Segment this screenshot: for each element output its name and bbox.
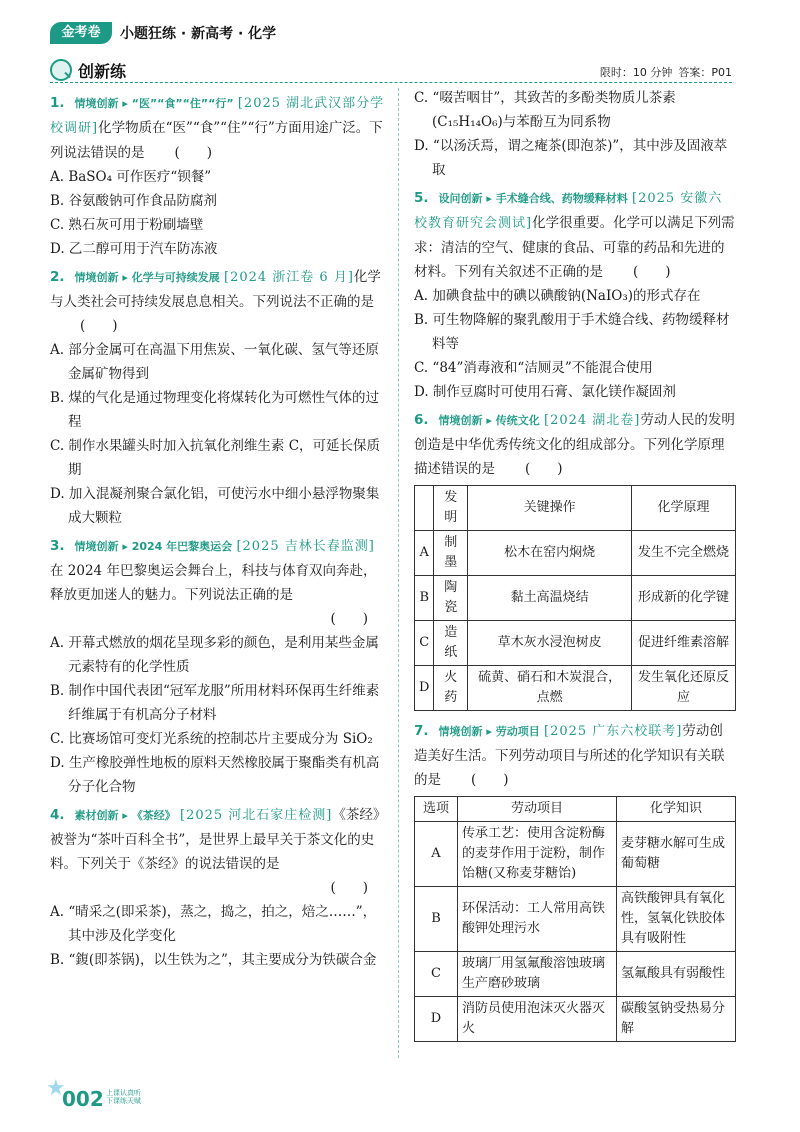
q3-tag: 情境创新 ▸ 2024 年巴黎奥运会 (74, 540, 233, 553)
table-row (415, 997, 736, 1042)
table-cell: 制墨 (434, 531, 468, 576)
q7-tag: 情境创新 ▸ 劳动项目 (438, 725, 540, 738)
q3-option-a: A. 开幕式燃放的烟花呈现多彩的颜色，是利用某些金属元素特有的化学性质 (50, 635, 379, 675)
table-cell: 松木在窑内焖烧 (468, 531, 632, 576)
q4-option-c: C. “啜苦咽甘”，其致苦的多酚类物质儿茶素(C₁₅H₁₄O₆)与苯酚互为同系物 (414, 90, 676, 130)
meta-info (594, 64, 732, 80)
table-cell: 发生氧化还原反应 (631, 666, 735, 711)
page-number: 002 (62, 1087, 104, 1111)
header-cell: 劳动项目 (458, 797, 617, 822)
table-cell: C (415, 952, 458, 997)
q4-option-b: B. “鍑(即茶锅)，以生铁为之”，其主要成分为铁碳合金 (50, 952, 377, 968)
q3-option-b: B. 制作中国代表团“冠军龙服”所用材料环保再生纤维素纤维属于有机高分子材料 (50, 683, 380, 723)
table-cell: 消防员使用泡沫灭火器灭火 (458, 997, 617, 1042)
answer-ref: 答案：P01 (678, 66, 732, 79)
q4-option-a: A. “晴采之(即采茶)，蒸之，捣之，拍之，焙之……”，其中涉及化学变化 (50, 904, 377, 944)
star-icon: ★ (46, 1076, 66, 1101)
table-cell: 造纸 (434, 621, 468, 666)
q1-source: [2025 湖北武汉部分学校调研] (50, 96, 385, 136)
table-cell: 草木灰水浸泡树皮 (468, 621, 632, 666)
q7-number: 7. (414, 723, 429, 739)
q6-number: 6. (414, 412, 429, 428)
table-cell: A (415, 822, 458, 887)
q5-option-b: B. 可生物降解的聚乳酸用于手术缝合线、药物缓释材料等 (414, 312, 730, 352)
q4-option-d: D. “以汤沃焉，谓之痷茶(即泡茶)”，其中涉及固液萃取 (414, 138, 728, 178)
slogan-line-2: 下课练天赋 (106, 1097, 141, 1105)
table-cell: 发生不完全燃烧 (631, 531, 735, 576)
q3-source: [2025 吉林长春监测] (236, 539, 375, 554)
table-cell: 硫黄、硝石和木炭混合，点燃 (468, 666, 632, 711)
q1-option-c: C. 熟石灰可用于粉刷墙壁 (50, 217, 204, 233)
table-row (415, 952, 736, 997)
header-rule (50, 82, 732, 83)
table-row (415, 822, 736, 887)
q4-paren: ( ) (330, 880, 368, 896)
section-title: 创新练 (78, 62, 127, 81)
q4-number: 4. (50, 807, 65, 823)
q2-number: 2. (50, 269, 65, 285)
table-row (415, 621, 736, 666)
q3-option-c: C. 比赛场馆可变灯光系统的控制芯片主要成分为 SiO₂ (50, 731, 373, 747)
header-cell (415, 486, 434, 531)
q7-source: [2025 广东六校联考] (544, 724, 683, 739)
q3-paren: ( ) (330, 611, 368, 627)
q6-paren: ( ) (525, 461, 563, 477)
q2-source: [2024 浙江卷 6 月] (224, 270, 354, 285)
table-cell: 传承工艺：使用含淀粉酶的麦芽作用于淀粉，制作饴糖(又称麦芽糖饴) (458, 822, 617, 887)
q2-tag: 情境创新 ▸ 化学与可持续发展 (74, 271, 220, 284)
header-cell: 关键操作 (468, 486, 632, 531)
table-cell: 促进纤维素溶解 (631, 621, 735, 666)
header-cell: 化学知识 (617, 797, 736, 822)
brand-badge: 金考卷 (50, 22, 112, 44)
q6-table (414, 485, 736, 711)
q5-option-a: A. 加碘食盐中的碘以碘酸钠(NaIO₃)的形式存在 (414, 288, 701, 304)
table-cell: 麦芽糖水解可生成葡萄糖 (617, 822, 736, 887)
header-cell: 化学原理 (631, 486, 735, 531)
table-cell: 碳酸氢钠受热易分解 (617, 997, 736, 1042)
q1-number: 1. (50, 95, 65, 111)
slogan-line-1: 上课认真听 (106, 1089, 141, 1097)
question-1 (50, 91, 386, 261)
table-header-row (415, 486, 736, 531)
table-cell: C (415, 621, 434, 666)
magnifier-icon (50, 59, 72, 81)
q2-stem: 化学与人类社会可持续发展息息相关。下列说法不正确的是 (50, 269, 381, 310)
q2-option-d: D. 加入混凝剂聚合氯化铝，可使污水中细小悬浮物聚集成大颗粒 (50, 486, 380, 526)
q2-option-c: C. 制作水果罐头时加入抗氧化剂维生素 C，可延长保质期 (50, 438, 381, 478)
question-7 (414, 719, 736, 1042)
q3-number: 3. (50, 538, 65, 554)
column-divider (398, 88, 399, 1058)
q1-stem: 化学物质在“医”“食”“住”“行”方面用途广泛。下列说法错误的是 (50, 120, 383, 161)
q4-source: [2025 河北石家庄检测] (180, 808, 333, 823)
table-row (415, 576, 736, 621)
series-title: 小题狂练 · 新高考 · 化学 (120, 26, 277, 42)
question-6 (414, 408, 736, 711)
table-row (415, 666, 736, 711)
q6-tag: 情境创新 ▸ 传统文化 (438, 414, 540, 427)
question-4 (50, 803, 386, 972)
table-cell: 环保活动：工人常用高铁酸钾处理污水 (458, 887, 617, 952)
q5-tag: 设问创新 ▸ 手术缝合线、药物缓释材料 (438, 192, 628, 205)
q1-option-d: D. 乙二醇可用于汽车防冻液 (50, 241, 218, 257)
table-cell: B (415, 576, 434, 621)
question-4-continued (414, 86, 736, 182)
table-cell: 陶瓷 (434, 576, 468, 621)
table-cell: 火药 (434, 666, 468, 711)
table-cell: 玻璃厂用氢氟酸溶蚀玻璃生产磨砂玻璃 (458, 952, 617, 997)
header-cell: 选项 (415, 797, 458, 822)
header-cell: 发明 (434, 486, 468, 531)
q5-option-d: D. 制作豆腐时可使用石膏、氯化镁作凝固剂 (414, 384, 676, 400)
q5-paren: ( ) (633, 264, 671, 280)
q7-table (414, 796, 736, 1042)
question-5 (414, 186, 736, 404)
table-cell: D (415, 666, 434, 711)
table-cell: 黏土高温烧结 (468, 576, 632, 621)
q1-option-b: B. 谷氨酸钠可作食品防腐剂 (50, 193, 218, 209)
table-row (415, 887, 736, 952)
q1-option-a: A. BaSO₄ 可作医疗“钡餐” (50, 169, 212, 185)
question-3 (50, 534, 386, 799)
q5-option-c: C. “84”消毒液和“洁厕灵”不能混合使用 (414, 360, 653, 376)
time-limit: 限时：10 分钟 (599, 66, 673, 79)
q6-source: [2024 湖北卷] (544, 413, 641, 428)
q3-option-d: D. 生产橡胶弹性地板的原料天然橡胶属于聚酯类有机高分子化合物 (50, 755, 380, 795)
q3-stem: 在 2024 年巴黎奥运会舞台上，科技与体育双向奔赴，释放更加迷人的魅力。下列说法正确的是 (50, 563, 377, 603)
table-cell: 氢氟酸具有弱酸性 (617, 952, 736, 997)
q4-tag: 素材创新 ▸ 《茶经》 (74, 809, 176, 822)
q5-number: 5. (414, 190, 429, 206)
right-column (414, 86, 736, 1046)
q5-source: [2025 安徽六校教育研究会测试] (414, 191, 723, 231)
table-cell: 形成新的化学键 (631, 576, 735, 621)
footer-slogan (106, 1089, 141, 1105)
table-cell: D (415, 997, 458, 1042)
q1-tag: 情境创新 ▸ “医”“食”“住”“行” (74, 97, 234, 110)
table-cell: A (415, 531, 434, 576)
q1-paren: ( ) (174, 145, 213, 161)
question-2 (50, 265, 386, 530)
q2-paren: ( ) (80, 318, 118, 334)
q4-stem: 《茶经》被誉为“茶叶百科全书”，是世界上最早关于茶文化的史料。下列关于《茶经》的说法错误的是 (50, 807, 380, 872)
q7-paren: ( ) (471, 772, 509, 788)
q2-option-a: A. 部分金属可在高温下用焦炭、一氧化碳、氢气等还原金属矿物得到 (50, 342, 379, 382)
q5-stem: 化学很重要。化学可以满足下列需求：清洁的空气、健康的食品、可靠的药品和先进的材料。下列有关叙述不正确的是 (414, 215, 735, 280)
table-cell: 高铁酸钾具有氧化性，氢氧化铁胶体具有吸附性 (617, 887, 736, 952)
q7-stem: 劳动创造美好生活。下列劳动项目与所述的化学知识有关联的是 (414, 723, 725, 788)
table-row (415, 531, 736, 576)
left-column (50, 91, 386, 976)
table-header-row (415, 797, 736, 822)
table-cell: B (415, 887, 458, 952)
q2-option-b: B. 煤的气化是通过物理变化将煤转化为可燃性气体的过程 (50, 390, 380, 430)
q6-stem: 劳动人民的发明创造是中华优秀传统文化的组成部分。下列化学原理描述错误的是 (414, 412, 735, 477)
